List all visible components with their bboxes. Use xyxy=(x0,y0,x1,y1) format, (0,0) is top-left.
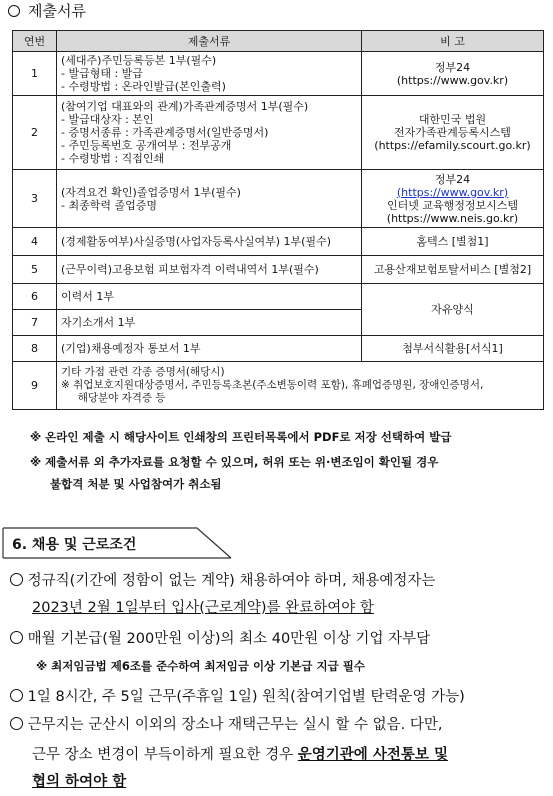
condition-item-2 xyxy=(10,628,430,650)
doc-line: - 수령방법 : 온라인발급(본인출력) xyxy=(61,80,226,93)
row-remark xyxy=(362,52,544,96)
doc-line: - 발급형태 : 발급 xyxy=(61,67,143,80)
doc-line: - 발급대상자 : 본인 xyxy=(61,113,154,126)
remark-line: 전자가족관계등록시스템 xyxy=(394,126,511,139)
condition-text: 1일 8시간, 주 5일 근무(주휴일 1일) 원칙(참여기업별 탄력운영 가능) xyxy=(27,689,465,705)
row-no: 4 xyxy=(13,228,57,256)
gov24-link[interactable]: (https://www.gov.kr) xyxy=(396,185,509,199)
remark-line: 정부24 xyxy=(434,60,471,74)
circle-bullet-icon xyxy=(10,717,23,730)
section-title: 제출서류 xyxy=(28,2,86,20)
condition-item-3 xyxy=(10,686,465,708)
doc-line: - 최종학력 졸업증명 xyxy=(61,198,157,212)
table-row xyxy=(13,96,544,170)
row-no: 5 xyxy=(13,256,57,284)
remark-line: 고용산재보험토탈서비스 [별첨2] xyxy=(373,263,532,276)
row-doc xyxy=(57,284,362,310)
doc-line: (경제활동여부)사실증명(사업자등록사실여부) 1부(필수) xyxy=(61,235,332,248)
table-row xyxy=(13,284,544,310)
condition-text: 매월 기본급(월 200만원 이상)의 최소 40만원 이상 기업 자부담 xyxy=(27,631,431,647)
table-row xyxy=(13,228,544,256)
condition-note xyxy=(36,658,365,674)
condition-emphasis: 운영기관에 사전통보 및 xyxy=(297,747,448,763)
remark-line: (https://efamily.scourt.go.kr) xyxy=(374,139,531,152)
row-remark xyxy=(362,256,544,284)
condition-text: 정규직(기간에 정함이 없는 계약) 채용하여야 하며, 채용예정자는 xyxy=(27,573,436,589)
doc-line: 기타 가점 관련 각종 증명서(해당시) xyxy=(61,366,225,378)
condition-item-4-cont2 xyxy=(32,771,126,793)
note-text: ※ 온라인 제출 시 해당사이트 인쇄창의 프린터목록에서 PDF로 저장 선택하여 발급 xyxy=(30,430,452,444)
remark-line: 인터넷 교육행정정보시스템 xyxy=(386,198,518,212)
row-no: 8 xyxy=(13,336,57,362)
circle-bullet-icon xyxy=(8,5,20,17)
condition-emphasis: 협의 하여야 함 xyxy=(32,774,127,790)
section6-banner xyxy=(2,527,230,559)
remark-line: 자유양식 xyxy=(431,303,474,316)
note-text: ※ 제출서류 외 추가자료를 요청할 수 있으며, 허위 또는 위·변조임이 확인될 경우 xyxy=(30,455,439,469)
condition-item-1-cont xyxy=(32,597,374,619)
row-remark xyxy=(362,336,544,362)
row-doc xyxy=(57,52,362,96)
row-doc xyxy=(57,228,362,256)
row-doc xyxy=(57,96,362,170)
doc-line: 해당분야 자격증 등 xyxy=(61,392,166,404)
condition-text: 근무지는 군산시 이외의 장소나 재택근무는 실시 할 수 없음. 다만, xyxy=(27,717,443,733)
documents-table xyxy=(12,30,544,410)
row-doc xyxy=(57,336,362,362)
table-row xyxy=(13,170,544,228)
doc-line: (세대주)주민등록등본 1부(필수) xyxy=(61,54,217,67)
note-pdf xyxy=(30,427,451,447)
doc-line: (기업)채용예정자 통보서 1부 xyxy=(61,342,201,355)
row-doc xyxy=(57,362,544,410)
doc-line: 자기소개서 1부 xyxy=(61,316,136,329)
row-doc xyxy=(57,256,362,284)
header-no: 연번 xyxy=(13,31,57,52)
doc-line: - 증명서종류 : 가족관계증명서(일반증명서) xyxy=(61,126,269,139)
condition-item-1 xyxy=(10,570,435,592)
circle-bullet-icon xyxy=(10,573,23,586)
condition-item-4-cont xyxy=(32,744,448,766)
table-row xyxy=(13,52,544,96)
remark-line: 첨부서식활용[서식1] xyxy=(402,342,503,355)
row-remark xyxy=(362,284,544,336)
remark-line: 정부24 xyxy=(434,172,471,186)
table-row xyxy=(13,362,544,410)
table-row xyxy=(13,336,544,362)
table-row xyxy=(13,256,544,284)
condition-text: 근무 장소 변경이 부득이하게 필요한 경우 xyxy=(32,747,298,763)
condition-note-text: ※ 최저임금법 제6조를 준수하여 최저임금 이상 기본급 지급 필수 xyxy=(36,659,365,673)
circle-bullet-icon xyxy=(10,631,23,644)
condition-text: 2023년 2월 1일부터 입사(근로계약)를 완료하여야 함 xyxy=(32,600,374,616)
row-no: 9 xyxy=(13,362,57,410)
row-doc xyxy=(57,310,362,336)
note-text: 불합격 처분 및 사업참여가 취소됨 xyxy=(50,477,222,491)
row-no: 1 xyxy=(13,52,57,96)
doc-line: (근무이력)고용보험 피보험자격 이력내역서 1부(필수) xyxy=(61,263,319,276)
row-remark xyxy=(362,96,544,170)
row-remark xyxy=(362,170,544,228)
remark-line: (https://www.neis.go.kr) xyxy=(386,211,519,225)
section-heading xyxy=(8,0,86,21)
remark-line: 홈텍스 [별첨1] xyxy=(416,235,489,248)
section6-title: 6. 채용 및 근로조건 xyxy=(12,537,137,553)
doc-line: - 수령방법 : 직접인쇄 xyxy=(61,152,165,165)
note-extra-cont xyxy=(50,474,222,494)
condition-item-4 xyxy=(10,714,443,736)
row-no: 3 xyxy=(13,170,57,228)
row-no: 6 xyxy=(13,284,57,310)
row-no: 2 xyxy=(13,96,57,170)
remark-line: 대한민국 법원 xyxy=(418,113,487,126)
header-remark: 비 고 xyxy=(362,31,544,52)
note-extra xyxy=(30,452,438,472)
circle-bullet-icon xyxy=(10,689,23,702)
row-doc xyxy=(57,170,362,228)
row-remark xyxy=(362,228,544,256)
doc-line: (자격요건 확인)졸업증명서 1부(필수) xyxy=(61,185,241,199)
doc-line: 이력서 1부 xyxy=(61,290,114,303)
header-doc: 제출서류 xyxy=(57,31,362,52)
remark-line: (https://www.gov.kr) xyxy=(396,73,509,87)
row-no: 7 xyxy=(13,310,57,336)
table-header-row xyxy=(13,31,544,52)
doc-line: ※ 취업보호지원대상증명서, 주민등록초본(주소변동이력 포함), 휴폐업증명원, 장애인증명서, xyxy=(61,379,484,391)
doc-line: - 주민등록번호 공개여부 : 전부공개 xyxy=(61,139,232,152)
doc-line: (참여기업 대표와의 관계)가족관계증명서 1부(필수) xyxy=(61,100,309,113)
